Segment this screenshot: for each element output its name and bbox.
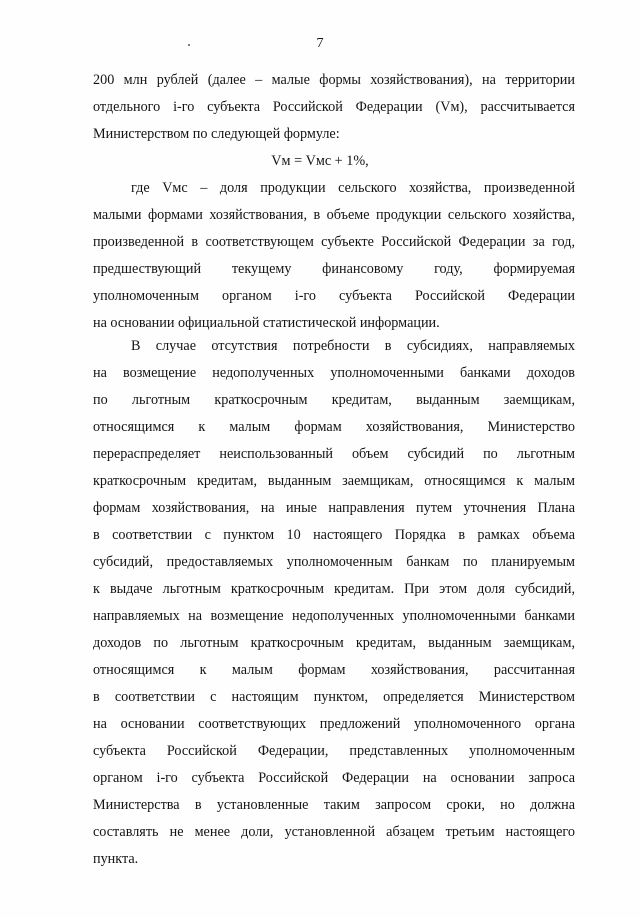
text-line: составлять не менее доли, установленной абзацем третьим настоящего [93,824,575,840]
text-line: на основании официальной статистической информации. [93,315,440,331]
text-line: направляемых на возмещение недополученных уполномоченными банками [93,608,575,624]
text-line: относящимся к малым формам хозяйствования, Министерство [93,419,575,435]
text-line: краткосрочным кредитам, выданным заемщикам, относящимся к малым [93,473,575,489]
text-line: уполномоченным органом i-го субъекта Российской Федерации [93,288,575,304]
text-line: доходов по льготным краткосрочным кредитам, выданным заемщикам, [93,635,575,651]
text-line: субсидий, предоставляемых уполномоченным банкам по планируемым [93,554,575,570]
text-line: предшествующий текущему финансовому году, формируемая [93,261,575,277]
text-line: на возмещение недополученных уполномоченными банками доходов [93,365,575,381]
text-line: по льготным краткосрочным кредитам, выданным заемщикам, [93,392,575,408]
text-line: 200 млн рублей (далее – малые формы хозяйствования), на территории [93,72,575,88]
text-line: в соответствии с настоящим пунктом, определяется Министерством [93,689,575,705]
text-line: субъекта Российской Федерации, представленных уполномоченным [93,743,575,759]
scan-speck [188,44,190,46]
text-line: органом i-го субъекта Российской Федерации на основании запроса [93,770,575,786]
text-line: пункта. [93,851,139,867]
text-line: Министерством по следующей формуле: [93,126,340,142]
intro-paragraph [93,67,575,148]
text-line: отдельного i-го субъекта Российской Федерации (Vм), рассчитывается [93,99,575,115]
text-line: в соответствии с пунктом 10 настоящего Порядка в рамках объема [93,527,575,543]
text-line: где Vмс – доля продукции сельского хозяйства, произведенной [131,180,575,196]
formula: Vм = Vмс + 1%, [271,153,369,169]
text-line: к выдаче льготным краткосрочным кредитам. При этом доля субсидий, [93,581,575,597]
text-line: на основании соответствующих предложений уполномоченного органа [93,716,575,732]
text-line: относящимся к малым формам хозяйствования, рассчитанная [93,662,575,678]
text-line: В случае отсутствия потребности в субсидиях, направляемых [131,338,575,354]
text-line: произведенной в соответствующем субъекте Российской Федерации за год, [93,234,575,250]
text-line: малыми формами хозяйствования, в объеме продукции сельского хозяйства, [93,207,575,223]
main-paragraph [93,333,575,873]
text-line: формам хозяйствования, на иные направления путем уточнения Плана [93,500,575,516]
page-number: 7 [316,36,324,51]
text-line: перераспределяет неиспользованный объем субсидий по льготным [93,446,575,462]
text-line: Министерства в установленные таким запросом сроки, но должна [93,797,575,813]
definition-paragraph [93,175,575,337]
